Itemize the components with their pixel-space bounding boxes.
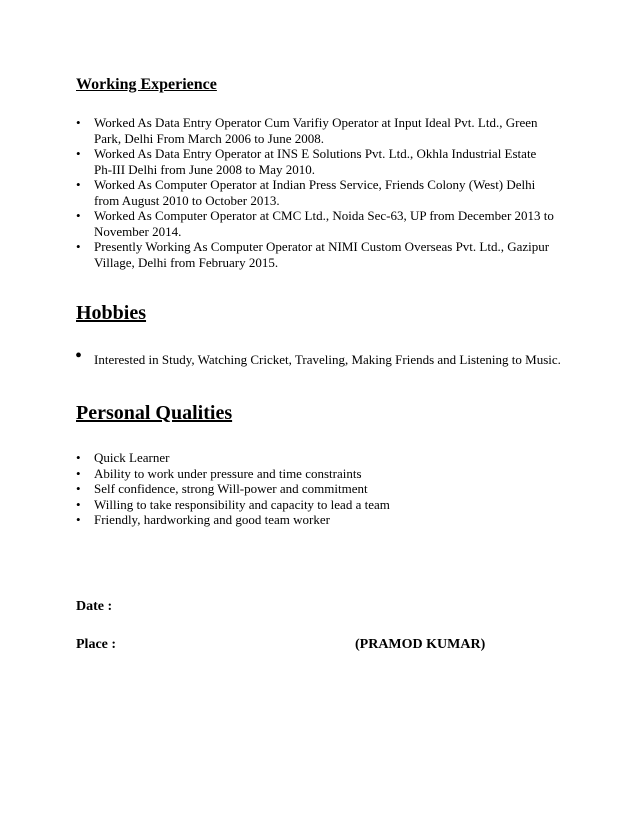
list-item: [76, 481, 556, 497]
list-item: [76, 177, 556, 208]
list-item: [76, 146, 556, 177]
list-item: [76, 512, 556, 528]
quality-item-text: Quick Learner: [94, 450, 170, 465]
hobbies-item: [75, 345, 576, 367]
experience-item-text: Presently Working As Computer Operator at NIMI Custom Overseas Pvt. Ltd., Gazipur Village, Delhi from February 2015.: [94, 239, 550, 270]
bullet-icon: •: [76, 512, 81, 527]
working-experience-list: [76, 115, 556, 270]
hobbies-text: Interested in Study, Watching Cricket, Traveling, Making Friends and Listening to Music.: [94, 352, 561, 367]
quality-item-text: Ability to work under pressure and time constraints: [94, 465, 362, 481]
date-label: Date :: [76, 599, 113, 614]
quality-item-text: Friendly, hardworking and good team worker: [94, 512, 330, 527]
list-item: [76, 466, 556, 482]
bullet-icon: •: [76, 465, 81, 481]
experience-item-text: Worked As Computer Operator at Indian Press Service, Friends Colony (West) Delhi from August 2010 to October 2013.: [94, 177, 536, 208]
experience-item-text: Worked As Computer Operator at CMC Ltd., Noida Sec-63, UP from December 2013 to November 2014.: [94, 208, 554, 239]
place-label: Place :: [76, 637, 117, 652]
personal-qualities-list: [76, 450, 556, 528]
experience-item-text: Worked As Data Entry Operator Cum Varifiy Operator at Input Ideal Pvt. Ltd., Green Park, Delhi From March 2006 to June 2008.: [94, 115, 538, 146]
quality-item-text: Willing to take responsibility and capacity to lead a team: [94, 496, 390, 512]
signature-name: (PRAMOD KUMAR): [355, 637, 486, 652]
list-item: [76, 497, 556, 513]
bullet-icon: •: [75, 345, 83, 367]
personal-qualities-heading: Personal Qualities: [76, 402, 233, 424]
bullet-icon: •: [76, 450, 81, 465]
bullet-icon: •: [76, 146, 81, 161]
experience-item-text: Worked As Data Entry Operator at INS E Solutions Pvt. Ltd., Okhla Industrial Estate Ph-III Delhi from June 2008 to May 2010.: [94, 146, 537, 177]
quality-item-text: Self confidence, strong Will-power and commitment: [94, 481, 368, 496]
bullet-icon: •: [76, 481, 81, 496]
bullet-icon: •: [76, 115, 81, 130]
list-item: [76, 208, 556, 239]
bullet-icon: •: [76, 496, 81, 512]
bullet-icon: •: [76, 177, 81, 192]
list-item: [76, 450, 556, 466]
list-item: [76, 239, 556, 270]
hobbies-heading: Hobbies: [76, 302, 147, 324]
list-item: [76, 115, 556, 146]
bullet-icon: •: [76, 239, 81, 254]
working-experience-heading: Working Experience: [76, 76, 217, 93]
bullet-icon: •: [76, 208, 81, 223]
